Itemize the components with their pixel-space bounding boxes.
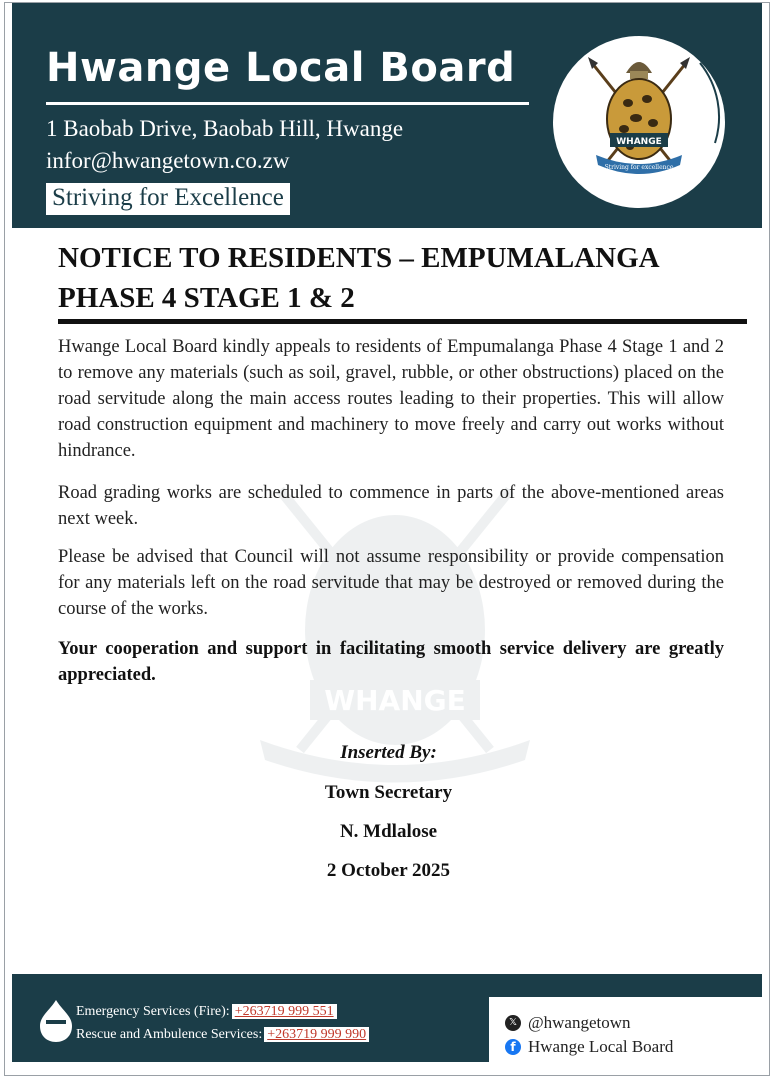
twitter-handle: @hwangetown — [528, 1013, 631, 1032]
twitter-link[interactable] — [505, 1013, 631, 1033]
emergency-label: Emergency Services (Fire): — [76, 1004, 230, 1019]
notice-paragraph-schedule: Road grading works are scheduled to commence in parts of the above-mentioned areas next week. — [58, 483, 724, 529]
board-address: 1 Baobab Drive, Baobab Hill, Hwange — [46, 116, 404, 141]
facebook-page-name: Hwange Local Board — [528, 1037, 674, 1056]
notice-paragraph-appeal: Hwange Local Board kindly appeals to residents of Empumalanga Phase 4 Stage 1 and 2 to remove any materials (such as soil, gravel, rubble, or other obstructions) placed on the road servitude along the main access routes leading to their properties. This will allow road construction equipment and machinery to move freely and carry out works without hindrance. — [58, 337, 724, 461]
title-divider — [58, 319, 747, 324]
rescue-contact — [76, 1027, 369, 1043]
x-twitter-icon: 𝕏 — [505, 1015, 521, 1031]
signature-name: N. Mdlalose — [339, 821, 438, 842]
hwange-emblem-icon — [550, 33, 728, 211]
facebook-link[interactable] — [505, 1037, 673, 1057]
rescue-label: Rescue and Ambulence Services: — [76, 1027, 263, 1042]
signature-role: Town Secretary — [324, 782, 453, 803]
emergency-contact — [76, 1004, 337, 1020]
notice-paragraph-disclaimer: Please be advised that Council will not assume responsibility or provide compensation for any materials left on the road servitude that may be destroyed or removed during the course of the works. — [58, 547, 724, 619]
facebook-icon: f — [505, 1039, 521, 1055]
emblem-name-text: WHANGE — [616, 137, 662, 147]
water-drop-icon — [32, 996, 80, 1048]
notice-paragraph-appreciation: Your cooperation and support in facilitating smooth service delivery are greatly appreciated. — [58, 639, 724, 685]
footer-bar — [12, 974, 762, 1062]
board-name: Hwange Local Board — [46, 45, 516, 91]
board-motto: Striving for Excellence — [46, 183, 290, 215]
board-email[interactable]: infor@hwangetown.co.zw — [46, 148, 290, 173]
header-divider — [46, 102, 529, 105]
rescue-phone-link[interactable]: +263719 999 990 — [264, 1027, 369, 1042]
social-media-box — [486, 994, 762, 1062]
watermark-text: WHANGE — [324, 684, 466, 717]
letterhead — [12, 3, 762, 228]
signature-date: 2 October 2025 — [326, 860, 451, 881]
signature-label: Inserted By: — [340, 742, 437, 763]
emergency-phone-link[interactable]: +263719 999 551 — [232, 1004, 337, 1019]
emblem-motto-text: Striving for excellence — [604, 164, 674, 171]
notice-title: NOTICE TO RESIDENTS – EMPUMALANGA PHASE 4 STAGE 1 & 2 — [58, 242, 658, 314]
